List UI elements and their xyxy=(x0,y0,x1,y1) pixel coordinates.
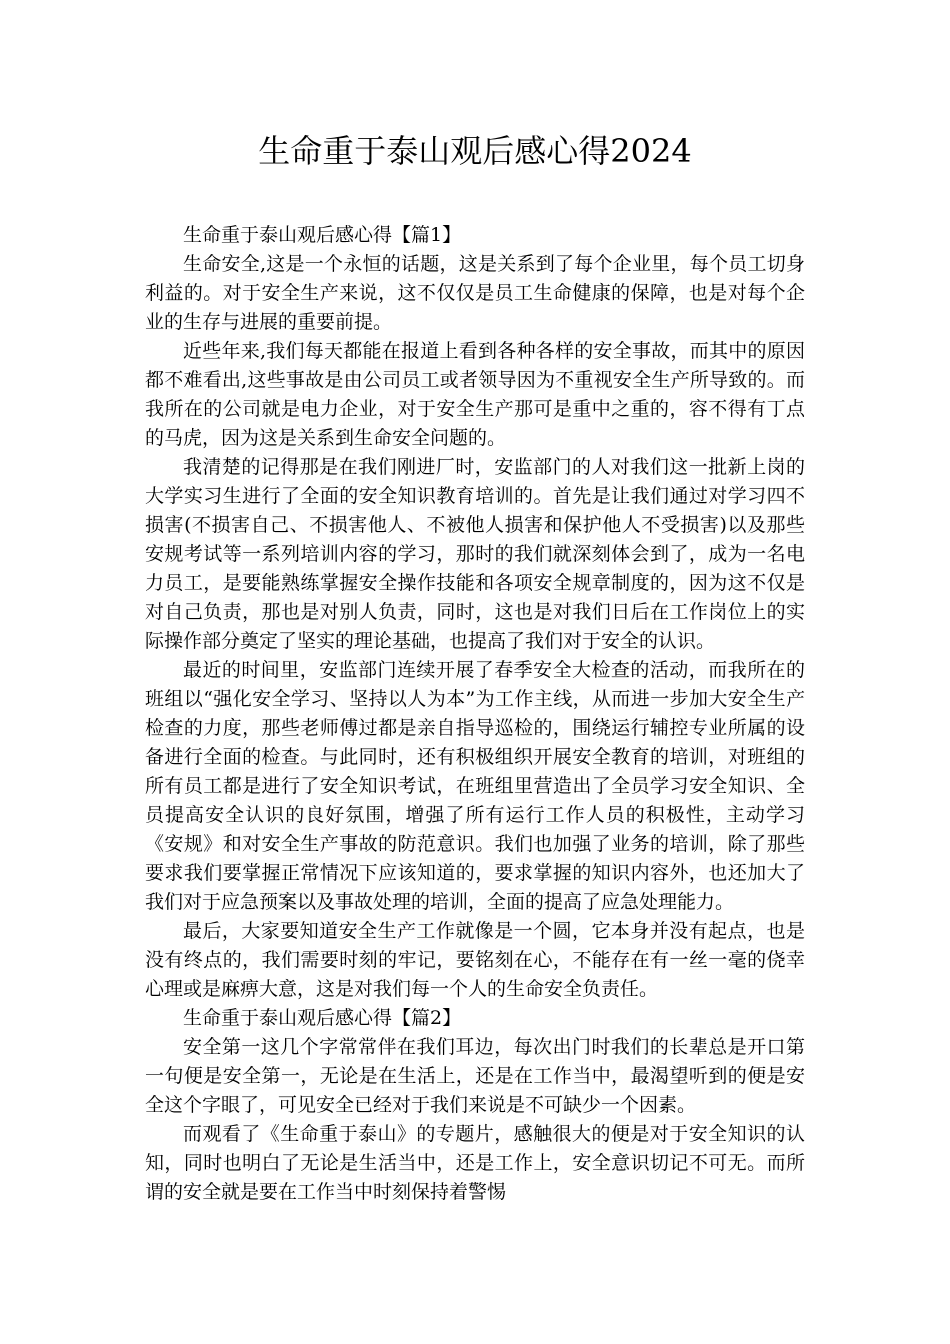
paragraph: 安全第一这几个字常常伴在我们耳边，每次出门时我们的长辈总是开口第一句便是安全第一，无论是在生活上，还是在工作当中，最渴望听到的便是安全这个字眼了，可见安全已经对于我们来说是不可缺少一个因素。 xyxy=(145,1036,805,1116)
paragraph: 而观看了《生命重于泰山》的专题片，感触很大的便是对于安全知识的认知，同时也明白了无论是生活当中，还是工作上，安全意识切记不可无。而所谓的安全就是要在工作当中时刻保持着警惕 xyxy=(145,1123,805,1203)
document-body xyxy=(145,221,805,1207)
section-heading-1: 生命重于泰山观后感心得【篇1】 xyxy=(183,224,462,246)
paragraph: 生命安全,这是一个永恒的话题，这是关系到了每个企业里，每个员工切身利益的。对于安全生产来说，这不仅仅是员工生命健康的保障，也是对每个企业的生存与进展的重要前提。 xyxy=(145,253,805,333)
paragraph: 最后，大家要知道安全生产工作就像是一个圆，它本身并没有起点，也是没有终点的，我们需要时刻的牢记，要铭刻在心，不能存在有一丝一毫的侥幸心理或是麻痹大意，这是对我们每一个人的生命安全负责任。 xyxy=(145,920,805,1000)
paragraph: 最近的时间里，安监部门连续开展了春季安全大检查的活动，而我所在的班组以“强化安全学习、坚持以人为本”为工作主线，从而进一步加大安全生产检查的力度，那些老师傅过都是亲自指导巡检的，围绕运行辅控专业所属的设备进行全面的检查。与此同时，还有积极组织开展安全教育的培训，对班组的所有员工都是进行了安全知识考试，在班组里营造出了全员学习安全知识、全员提高安全认识的良好氛围，增强了所有运行工作人员的积极性，主动学习《安规》和对安全生产事故的防范意识。我们也加强了业务的培训，除了那些要求我们要掌握正常情况下应该知道的，要求掌握的知识内容外，也还加大了我们对于应急预案以及事故处理的培训，全面的提高了应急处理能力。 xyxy=(145,659,805,913)
section-heading-2: 生命重于泰山观后感心得【篇2】 xyxy=(183,1007,462,1029)
document-title: 生命重于泰山观后感心得2024 xyxy=(258,132,692,170)
paragraph: 近些年来,我们每天都能在报道上看到各种各样的安全事故，而其中的原因都不难看出,这些事故是由公司员工或者领导因为不重视安全生产所导致的。而我所在的公司就是电力企业，对于安全生产那可是重中之重的，容不得有丁点的马虎，因为这是关系到生命安全问题的。 xyxy=(145,340,805,449)
paragraph: 我清楚的记得那是在我们刚进厂时，安监部门的人对我们这一批新上岗的大学实习生进行了全面的安全知识教育培训的。首先是让我们通过对学习四不损害(不损害自己、不损害他人、不被他人损害和保护他人不受损害)以及那些安规考试等一系列培训内容的学习，那时的我们就深刻体会到了，成为一名电力员工，是要能熟练掌握安全操作技能和各项安全规章制度的，因为这不仅是对自己负责，那也是对别人负责，同时，这也是对我们日后在工作岗位上的实际操作部分奠定了坚实的理论基础，也提高了我们对于安全的认识。 xyxy=(145,456,805,652)
